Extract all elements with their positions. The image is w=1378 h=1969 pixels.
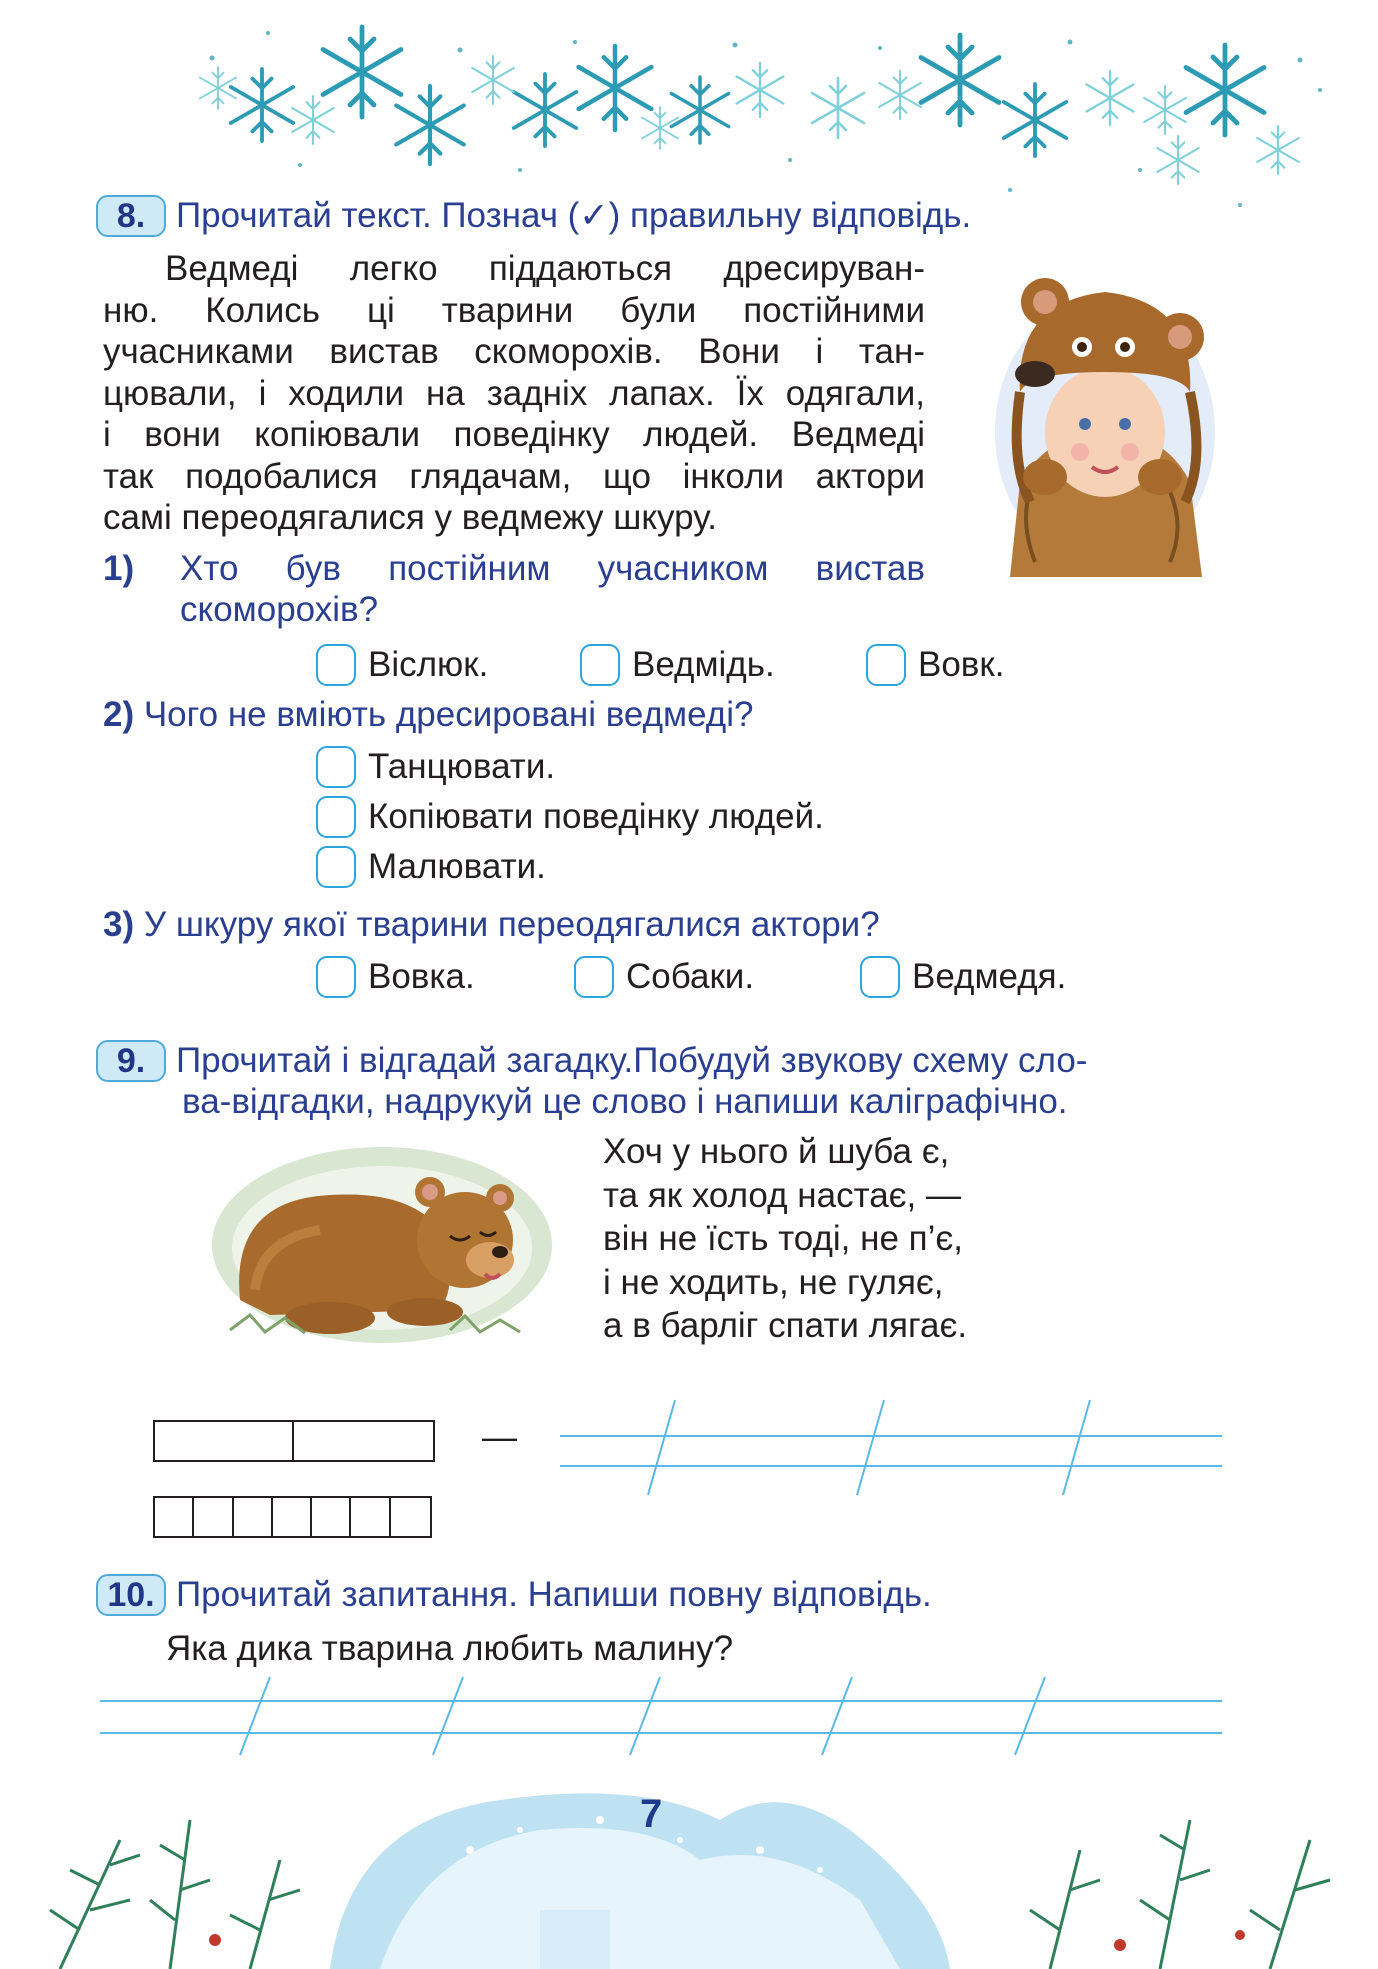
task-instruction-line-2: ва-відгадки, надрукуй це слово і напиши каліграфічно. <box>182 1082 1068 1121</box>
syllable-cell[interactable] <box>155 1422 294 1460</box>
option-label: Вовк. <box>918 645 1005 684</box>
option-q2-a[interactable] <box>316 746 555 788</box>
riddle-poem <box>603 1130 967 1348</box>
passage-line: Ведмеді легко піддаються дресируван- <box>165 249 925 288</box>
answer-checkbox[interactable] <box>316 644 356 686</box>
passage-line: ню. Колись ці тварини були постійними <box>103 290 925 330</box>
riddle-line: і не ходить, не гуляє, <box>603 1262 944 1302</box>
question-2 <box>103 694 753 735</box>
passage-line: і вони копіювали поведінку людей. Ведмеді <box>103 415 925 454</box>
question-number: 3) <box>103 905 135 944</box>
question-1-line-2: скоморохів? <box>180 590 379 629</box>
option-label: Ведмідь. <box>632 645 775 684</box>
task-instruction: Прочитай запитання. Напиши повну відповідь. <box>176 1575 932 1614</box>
handwriting-line-task9[interactable] <box>560 1395 1222 1500</box>
sleeping-bear-illustration <box>210 1140 555 1345</box>
option-label: Собаки. <box>626 957 755 996</box>
reading-passage <box>103 248 925 539</box>
answer-checkbox[interactable] <box>866 644 906 686</box>
passage-line: учасниками вистав скоморохів. Вони і тан- <box>103 332 925 371</box>
sound-cell[interactable] <box>194 1498 233 1536</box>
page-number: 7 <box>640 1792 663 1836</box>
option-label: Вовка. <box>368 957 475 996</box>
option-label: Малювати. <box>368 847 546 886</box>
question-1 <box>103 548 134 589</box>
task-number-badge: 8. <box>96 195 166 237</box>
question-text: Чого не вміють дресировані ведмеді? <box>143 695 754 734</box>
option-q2-c[interactable] <box>316 846 546 888</box>
task10-question: Яка дика тварина любить малину? <box>166 1629 734 1668</box>
task-instruction: Прочитай текст. Познач (✓) правильну відповідь. <box>176 196 972 235</box>
option-q1-b[interactable] <box>580 644 775 686</box>
task9-heading <box>96 1040 1087 1082</box>
option-label: Віслюк. <box>368 645 489 684</box>
task-instruction-line-1: Прочитай і відгадай загадку.Побудуй звукову схему сло- <box>176 1041 1088 1080</box>
dash: — <box>482 1418 517 1457</box>
answer-checkbox[interactable] <box>316 796 356 838</box>
task-number-badge: 9. <box>96 1040 166 1082</box>
option-q1-a[interactable] <box>316 644 488 686</box>
option-q3-b[interactable] <box>574 956 754 998</box>
question-number: 2) <box>103 695 135 734</box>
answer-checkbox[interactable] <box>316 846 356 888</box>
passage-line: так подобалися глядачам, що інколи актори <box>103 456 925 496</box>
option-label: Ведмедя. <box>912 957 1067 996</box>
riddle-line: та як холод настає, — <box>603 1175 961 1215</box>
sound-cell[interactable] <box>312 1498 351 1536</box>
riddle-line: а в барліг спати лягає. <box>603 1306 968 1345</box>
option-q3-a[interactable] <box>316 956 475 998</box>
option-label: Танцювати. <box>368 747 556 786</box>
answer-checkbox[interactable] <box>316 746 356 788</box>
answer-checkbox[interactable] <box>574 956 614 998</box>
sound-cell[interactable] <box>155 1498 194 1536</box>
sound-cell[interactable] <box>273 1498 312 1536</box>
sound-scheme[interactable] <box>153 1496 432 1538</box>
task8-heading <box>96 195 971 237</box>
question-number: 1) <box>103 549 135 588</box>
question-text: У шкуру якої тварини переодягалися актори? <box>143 905 880 944</box>
question-3 <box>103 904 880 945</box>
passage-line: цювали, і ходили на задніх лапах. Їх одягали, <box>103 373 925 413</box>
riddle-line: Хоч у нього й шуба є, <box>603 1132 950 1171</box>
option-label: Копіювати поведінку людей. <box>368 797 824 836</box>
option-q3-c[interactable] <box>860 956 1066 998</box>
option-q2-b[interactable] <box>316 796 824 838</box>
syllable-cell[interactable] <box>294 1422 433 1460</box>
passage-line: самі переодягалися у ведмежу шкуру. <box>103 498 717 537</box>
sound-cell[interactable] <box>351 1498 390 1536</box>
task10-heading <box>96 1574 932 1616</box>
sound-cell[interactable] <box>234 1498 273 1536</box>
option-q1-c[interactable] <box>866 644 1004 686</box>
riddle-line: він не їсть тоді, не п’є, <box>603 1219 963 1258</box>
answer-checkbox[interactable] <box>580 644 620 686</box>
answer-checkbox[interactable] <box>316 956 356 998</box>
syllable-scheme[interactable] <box>153 1420 435 1462</box>
winter-branches-decoration <box>0 1760 1378 1969</box>
question-1-line-1: Хто був постійним учасником вистав <box>180 549 925 588</box>
sound-cell[interactable] <box>391 1498 430 1536</box>
answer-checkbox[interactable] <box>860 956 900 998</box>
child-in-bear-costume-illustration <box>990 262 1220 577</box>
task-number-badge: 10. <box>96 1574 166 1616</box>
